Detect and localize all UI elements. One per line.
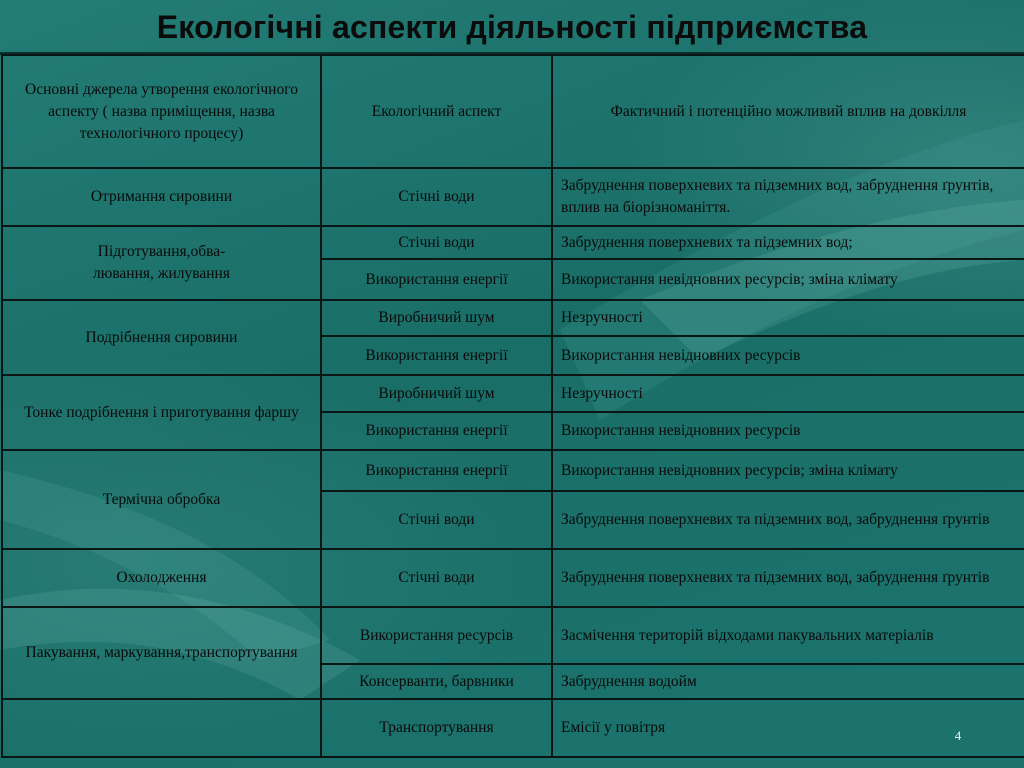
header-source: Основні джерела утворення екологічного аспекту ( назва приміщення, назва технологічного процесу) (2, 55, 321, 168)
impact-cell: Засмічення територій відходами пакувальних матеріалів (552, 607, 1024, 664)
table-row (2, 607, 1024, 664)
source-cell: Підготування,обва- лювання, жилування (2, 226, 321, 300)
source-cell: Охолодження (2, 549, 321, 607)
table-row (2, 300, 1024, 336)
source-cell: Тонке подрібнення і приготування фаршу (2, 375, 321, 450)
source-cell: Термічна обробка (2, 450, 321, 549)
aspect-cell: Стічні води (321, 226, 552, 259)
page-number: 4 (954, 728, 962, 743)
aspect-cell: Використання енергії (321, 450, 552, 491)
table-row (2, 450, 1024, 491)
source-cell: Отримання сировини (2, 168, 321, 226)
aspect-cell: Використання енергії (321, 259, 552, 300)
impact-cell: Використання невідновних ресурсів; зміна клімату (552, 450, 1024, 491)
aspect-cell: Стічні води (321, 168, 552, 226)
aspect-cell: Виробничий шум (321, 300, 552, 336)
impact-cell: Використання невідновних ресурсів (552, 412, 1024, 450)
impact-cell: Незручності (552, 300, 1024, 336)
table-row (2, 699, 1024, 757)
source-cell (2, 699, 321, 757)
aspect-cell: Транспортування (321, 699, 552, 757)
impact-cell: Забруднення поверхневих та підземних вод, забруднення ґрунтів (552, 549, 1024, 607)
slide-title: Екологічні аспекти діяльності підприємства (156, 9, 868, 45)
impact-cell: Використання невідновних ресурсів (552, 336, 1024, 375)
aspect-cell: Стічні води (321, 491, 552, 549)
impact-cell: Емісії у повітря (552, 699, 1024, 757)
impact-cell: Незручності (552, 375, 1024, 412)
table-row (2, 549, 1024, 607)
header-impact: Фактичний і потенційно можливий вплив на довкілля (552, 55, 1024, 168)
aspect-cell: Консерванти, барвники (321, 664, 552, 699)
aspect-cell: Стічні води (321, 549, 552, 607)
aspect-cell: Використання енергії (321, 412, 552, 450)
source-cell: Подрібнення сировини (2, 300, 321, 375)
impact-cell: Використання невідновних ресурсів; зміна клімату (552, 259, 1024, 300)
table-header-row (2, 55, 1024, 168)
ecological-aspects-table (1, 54, 1024, 758)
impact-cell: Забруднення поверхневих та підземних вод, забруднення ґрунтів (552, 491, 1024, 549)
table-row (2, 168, 1024, 226)
table-row (2, 226, 1024, 259)
impact-cell: Забруднення водойм (552, 664, 1024, 699)
header-aspect: Екологічний аспект (321, 55, 552, 168)
impact-cell: Забруднення поверхневих та підземних вод; (552, 226, 1024, 259)
aspect-cell: Виробничий шум (321, 375, 552, 412)
table-row (2, 375, 1024, 412)
impact-cell: Забруднення поверхневих та підземних вод, забруднення ґрунтів, вплив на біорізноманіття. (552, 168, 1024, 226)
aspect-cell: Використання енергії (321, 336, 552, 375)
aspect-cell: Використання ресурсів (321, 607, 552, 664)
source-cell: Пакування, маркування,транспортування (2, 607, 321, 699)
